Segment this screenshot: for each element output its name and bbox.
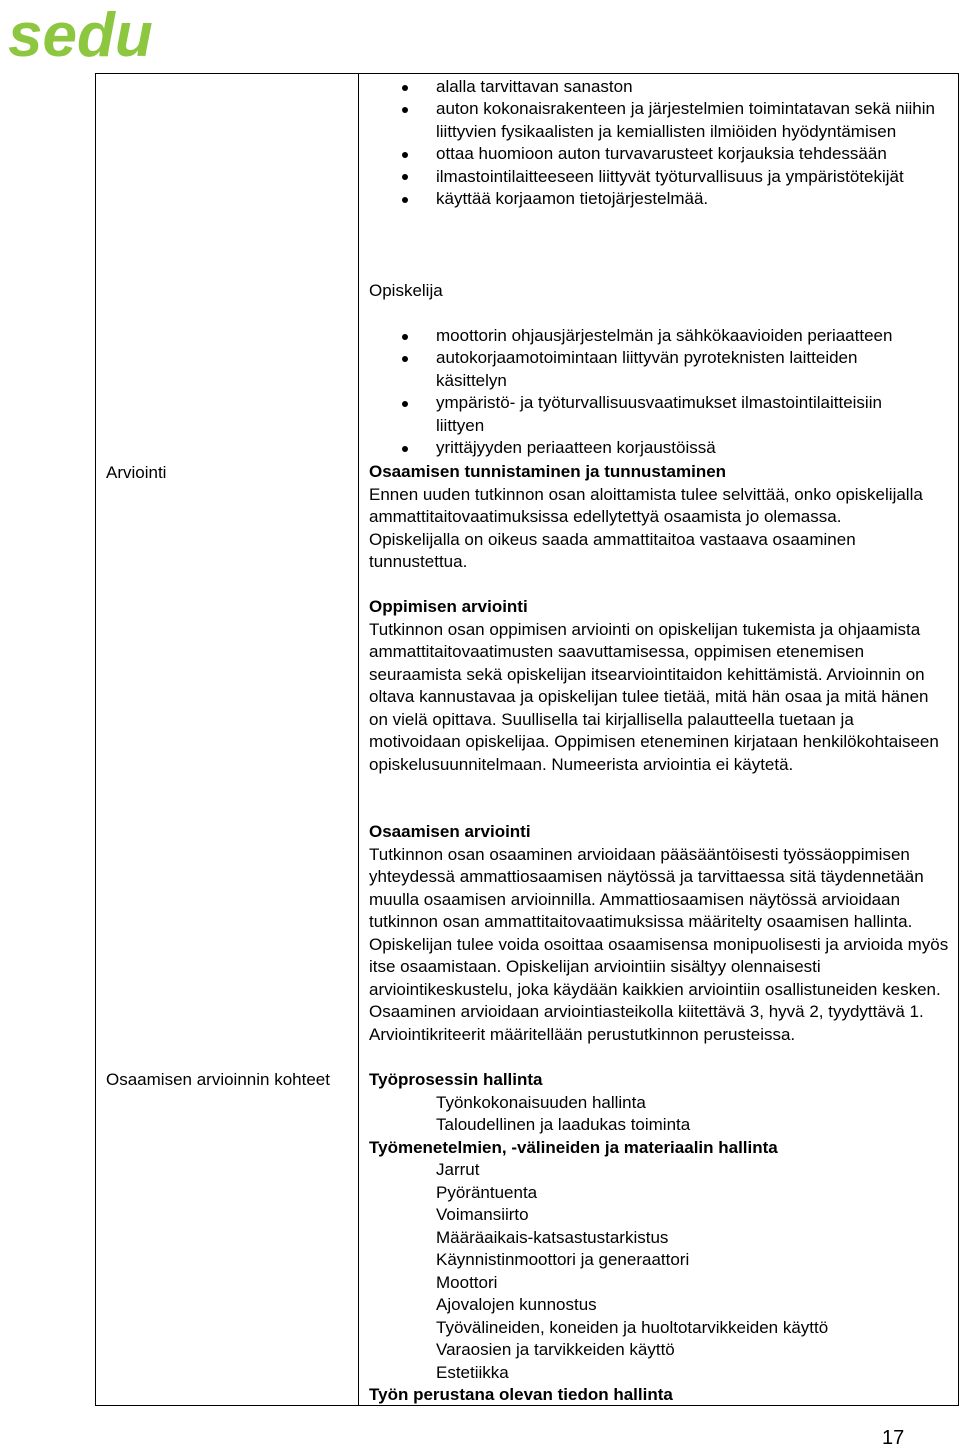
list-item: autokorjaamotoimintaan liittyvän pyroteknisten laitteiden käsittelyn <box>369 347 944 392</box>
list-item: Taloudellinen ja laadukas toiminta <box>436 1115 691 1134</box>
section-heading: Työprosessin hallinta <box>369 1070 543 1089</box>
list-item: Määräaikais-katsastustarkistus <box>436 1227 669 1247</box>
list-item: alalla tarvittavan sanaston <box>369 76 944 98</box>
sedu-logo <box>6 4 168 64</box>
kohteet-label: Osaamisen arvioinnin kohteet <box>106 1070 330 1089</box>
paragraph: Osaaminen arvioidaan arviointiasteikolla kiitettävä 3, hyvä 2, tyydyttävä 1. Arviointikriteerit määritellään perustutkinnon perusteissa. <box>369 1002 924 1044</box>
column-divider <box>358 73 359 1406</box>
arviointi-label: Arviointi <box>106 463 167 482</box>
logo-graphic <box>6 4 168 64</box>
bullet-list-top <box>369 76 944 210</box>
section-heading: Oppimisen arviointi <box>369 597 528 616</box>
list-item: Ajovalojen kunnostus <box>436 1295 597 1314</box>
section-heading: Työn perustana olevan tiedon hallinta <box>369 1385 673 1404</box>
list-item: ympäristö- ja työturvallisuusvaatimukset ilmastointilaitteisiin liittyen <box>369 392 944 437</box>
list-item: moottorin ohjausjärjestelmän ja sähkökaavioiden periaatteen <box>369 325 944 347</box>
kohteet-section <box>369 1069 949 1407</box>
list-item: yrittäjyyden periaatteen korjaustöissä <box>369 437 944 459</box>
list-item: Voimansiirto <box>436 1205 529 1224</box>
list-item: auton kokonaisrakenteen ja järjestelmien toimintatavan sekä niihin liittyvien fysikaalisten ja kemiallisten ilmiöiden hyödyntämisen <box>369 98 944 143</box>
tunnistaminen-section <box>369 461 949 574</box>
list-item: Pyöräntuenta <box>436 1182 538 1202</box>
list-item: Moottori <box>436 1272 498 1292</box>
osaamisen-section <box>369 821 949 1046</box>
opiskelija-label: Opiskelija <box>369 281 443 300</box>
list-item: käyttää korjaamon tietojärjestelmää. <box>369 188 944 210</box>
section-heading: Osaamisen arviointi <box>369 822 531 841</box>
logo-text: sedu <box>8 4 153 64</box>
paragraph: Tutkinnon osan osaaminen arvioidaan pääsääntöisesti työssäoppimisen yhteydessä ammattiosaamisen näytössä ja tarvittaessa sitä täydennetään muulla osaamisen arvioinnilla. Ammattiosaamisen näytössä arvioidaan tutkinnon osan ammattitaitovaatimuksissa määritelty osaamisen hallinta. Opiskelijan tulee voida osoittaa osaamisensa monipuolisesti ja arvioida myös itse osaamistaan. Opiskelijan arviointiin sisältyy olennaisesti arviointikeskustelu, joka käydään kaikkien arviointiin osallistuneiden kesken. <box>369 844 949 999</box>
list-item: Varaosien ja tarvikkeiden käyttö <box>436 1340 675 1359</box>
list-item: Käynnistinmoottori ja generaattori <box>436 1250 690 1269</box>
list-item: Jarrut <box>436 1160 480 1179</box>
list-item: Estetiikka <box>436 1362 509 1382</box>
paragraph: Opiskelijalla on oikeus saada ammattitaitoa vastaava osaaminen tunnustettua. <box>369 529 856 571</box>
list-item: Työnkokonaisuuden hallinta <box>436 1092 646 1112</box>
list-item: ottaa huomioon auton turvavarusteet korjauksia tehdessään <box>369 143 944 165</box>
paragraph: Ennen uuden tutkinnon osan aloittamista tulee selvittää, onko opiskelijalla ammattitaitovaatimuksissa edellytettyä osaamista jo olemassa. <box>369 484 923 526</box>
bullet-list-mid <box>369 325 944 459</box>
paragraph: Tutkinnon osan oppimisen arviointi on opiskelijan tukemista ja ohjaamista ammattitaitovaatimusten saavuttamisessa, oppimisen etenemisen seuraamista sekä opiskelijan itsearviointitaidon kehittämistä. Arvioinnin on oltava kannustavaa ja opiskelijan tulee tietää, mitä hän osaa ja mitä hänen on vielä opittava. Suullisella tai kirjallisella palautteella tuetaan ja motivoidaan opiskelijaa. Oppimisen eteneminen kirjataan henkilökohtaiseen opiskelusuunnitelmaan. Numeerista arviointia ei käytetä. <box>369 619 939 774</box>
oppimisen-section <box>369 596 949 776</box>
section-heading: Osaamisen tunnistaminen ja tunnustaminen <box>369 462 727 481</box>
page-number: 17 <box>882 1427 905 1449</box>
list-item: Työvälineiden, koneiden ja huoltotarvikkeiden käyttö <box>436 1317 829 1337</box>
list-item: ilmastointilaitteeseen liittyvät työturvallisuus ja ympäristötekijät <box>369 166 944 188</box>
section-heading: Työmenetelmien, -välineiden ja materiaalin hallinta <box>369 1137 778 1157</box>
